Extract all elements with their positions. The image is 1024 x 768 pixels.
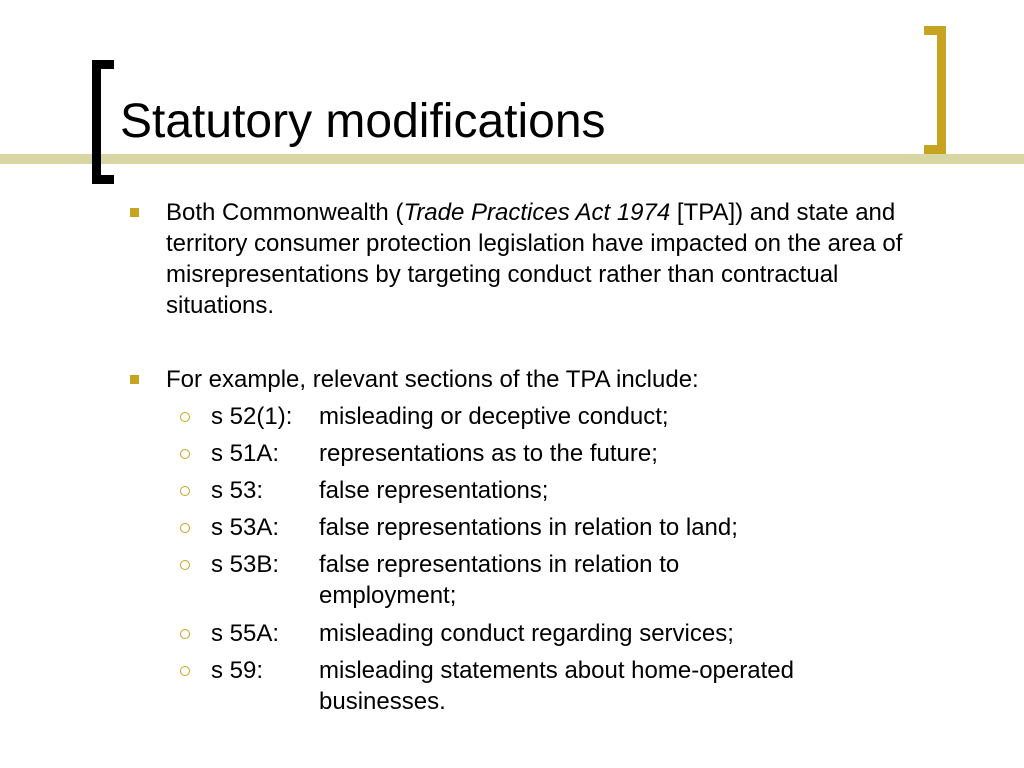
circle-bullet-icon xyxy=(180,412,190,422)
circle-bullet-icon xyxy=(180,486,190,496)
act-name: Trade Practices Act 1974 xyxy=(403,199,671,226)
section-code: s 52(1): xyxy=(211,403,293,430)
section-code: s 53B: xyxy=(211,551,280,578)
right-bracket-decoration xyxy=(924,26,946,154)
section-code: s 59: xyxy=(211,657,264,684)
section-description: representations as to the future; xyxy=(319,440,658,467)
bullet-text-part: [TPA]) and state and territory consumer protection legislation have impacted on the area of misrepresentations by targeting conduct rather than contractual situations. xyxy=(166,199,903,319)
circle-bullet-icon xyxy=(180,666,190,676)
section-description: misleading statements about home-operated businesses. xyxy=(319,657,794,715)
section-code: s 53: xyxy=(211,477,264,504)
square-bullet-icon xyxy=(130,375,139,384)
circle-bullet-icon xyxy=(180,449,190,459)
section-description: false representations in relation to land; xyxy=(319,514,738,541)
left-bracket-decoration xyxy=(92,60,114,184)
circle-bullet-icon xyxy=(180,629,190,639)
section-description: misleading conduct regarding services; xyxy=(319,620,734,647)
circle-bullet-icon xyxy=(180,523,190,533)
section-description: misleading or deceptive conduct; xyxy=(319,403,669,430)
section-code: s 53A: xyxy=(211,514,280,541)
section-description: false representations; xyxy=(319,477,549,504)
section-code: s 51A: xyxy=(211,440,280,467)
bullet-text-part: Both Commonwealth ( xyxy=(166,199,404,226)
bullet-text xyxy=(166,197,910,321)
square-bullet-icon xyxy=(130,208,139,217)
section-description: false representations in relation to employment; xyxy=(319,551,680,609)
slide-title: Statutory modifications xyxy=(120,95,606,148)
bullet-text: For example, relevant sections of the TPA include: xyxy=(166,366,699,393)
section-code: s 55A: xyxy=(211,620,280,647)
circle-bullet-icon xyxy=(180,560,190,570)
